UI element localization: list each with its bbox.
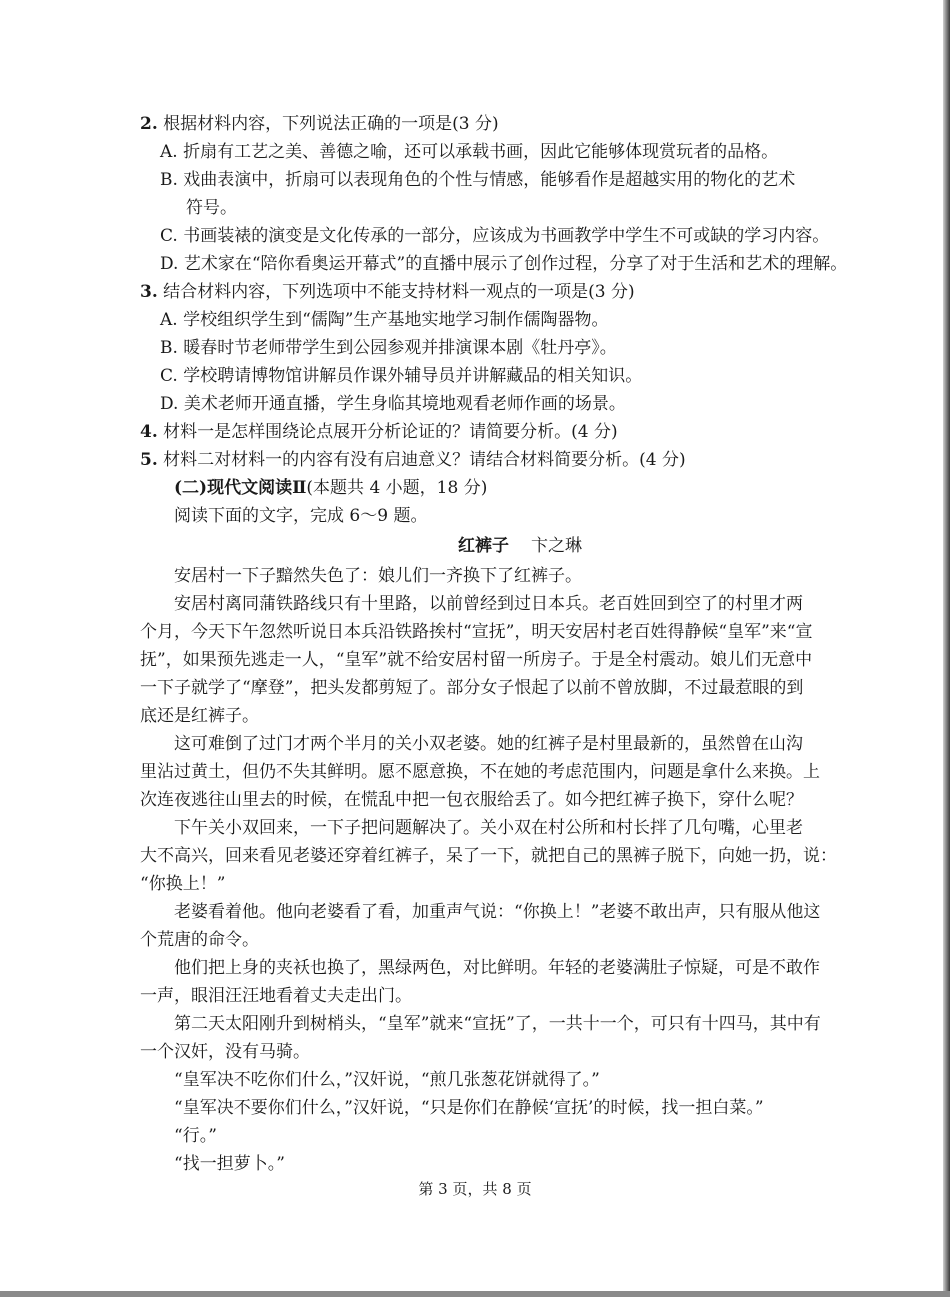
story-paragraph-line: 抚”，如果预先逃走一人，“皇军”就不给安居村留一所房子。于是全村震动。娘儿们无意中 <box>140 650 813 670</box>
question-number: 3. <box>140 282 158 302</box>
question-number: 5. <box>140 450 158 470</box>
story-paragraph: 下午关小双回来，一下子把问题解决了。关小双在村公所和村长拌了几句嘴，心里老 <box>174 818 803 838</box>
section-instruction: 阅读下面的文字，完成 6～9 题。 <box>174 506 428 526</box>
section-title: (二)现代文阅读Ⅱ <box>174 478 307 498</box>
story-paragraph-line: 里沾过黄土，但仍不失其鲜明。愿不愿意换，不在她的考虑范围内，问题是拿什么来换。上 <box>140 762 820 782</box>
story-paragraph: 老婆看着他。他向老婆看了看，加重声气说：“你换上！”老婆不敢出声，只有服从他这 <box>174 902 821 922</box>
story-paragraph: 这可难倒了过门才两个半月的关小双老婆。她的红裤子是村里最新的，虽然曾在山沟 <box>174 734 803 754</box>
story-paragraph-line: 个荒唐的命令。 <box>140 930 259 950</box>
question-2-option-b: B. 戏曲表演中，折扇可以表现角色的个性与情感，能够看作是超越实用的物化的艺术 <box>160 170 796 190</box>
story-title-row <box>140 532 900 560</box>
story-paragraph-line: 大不高兴，回来看见老婆还穿着红裤子，呆了一下，就把自己的黑裤子脱下，向她一扔，说： <box>140 846 837 866</box>
story-paragraph-line: 底还是红裤子。 <box>140 706 259 726</box>
exam-page-content <box>140 110 900 1178</box>
question-4-stem <box>140 418 900 446</box>
story-paragraph: 安居村离同蒲铁路线只有十里路，以前曾经到过日本兵。老百姓回到空了的村里才两 <box>174 594 803 614</box>
question-number: 4. <box>140 422 158 442</box>
story-paragraph: 第二天太阳刚升到树梢头，“皇军”就来“宣抚”了，一共十一个，可只有十四马，其中有 <box>174 1014 821 1034</box>
question-2-option-c: C. 书画装裱的演变是文化传承的一部分，应该成为书画教学中学生不可或缺的学习内容。 <box>160 226 830 246</box>
story-title: 红裤子 <box>458 536 509 556</box>
question-2-stem <box>140 110 900 138</box>
question-3-option-a: A. 学校组织学生到“儒陶”生产基地实地学习制作儒陶器物。 <box>160 310 609 330</box>
question-3-option-c: C. 学校聘请博物馆讲解员作课外辅导员并讲解藏品的相关知识。 <box>160 366 643 386</box>
question-text: 材料一是怎样围绕论点展开分析论证的？请简要分析。(4 分) <box>163 422 618 442</box>
scan-edge-bottom <box>0 1291 950 1297</box>
story-paragraph: 安居村一下子黯然失色了：娘儿们一齐换下了红裤子。 <box>174 566 582 586</box>
story-paragraph-line: 个月，今天下午忽然听说日本兵沿铁路挨村“宣抚”，明天安居村老百姓得静候“皇军”来“宣 <box>140 622 813 642</box>
dialogue-line: “行。” <box>174 1126 217 1146</box>
question-3-option-d: D. 美术老师开通直播，学生身临其境地观看老师作画的场景。 <box>160 394 626 414</box>
question-3-option-b: B. 暖春时节老师带学生到公园参观并排演课本剧《牡丹亭》。 <box>160 338 617 358</box>
question-2-option-b-continued: 符号。 <box>186 198 237 218</box>
section-meta: (本题共 4 小题，18 分) <box>306 478 488 498</box>
story-paragraph-line: 一个汉奸，没有马骑。 <box>140 1042 310 1062</box>
question-text: 结合材料内容，下列选项中不能支持材料一观点的一项是(3 分) <box>163 282 635 302</box>
dialogue-line: “皇军决不吃你们什么，”汉奸说，“煎几张葱花饼就得了。” <box>174 1070 600 1090</box>
story-paragraph: 他们把上身的夹袄也换了，黑绿两色，对比鲜明。年轻的老婆满肚子惊疑，可是不敢作 <box>174 958 820 978</box>
story-paragraph-line: “你换上！” <box>140 874 226 894</box>
section-heading <box>174 474 900 502</box>
scan-edge-right <box>943 0 950 1297</box>
story-author: 卞之琳 <box>531 536 582 556</box>
dialogue-line: “找一担萝卜。” <box>174 1154 285 1174</box>
page-number-footer: 第 3 页，共 8 页 <box>418 1180 532 1198</box>
question-2-option-a: A. 折扇有工艺之美、善德之喻，还可以承载书画，因此它能够体现赏玩者的品格。 <box>160 142 779 162</box>
question-number: 2. <box>140 114 158 134</box>
question-text: 材料二对材料一的内容有没有启迪意义？请结合材料简要分析。(4 分) <box>163 450 686 470</box>
question-5-stem <box>140 446 900 474</box>
story-paragraph-line: 次连夜逃往山里去的时候，在慌乱中把一包衣服给丢了。如今把红裤子换下，穿什么呢？ <box>140 790 803 810</box>
story-paragraph-line: 一声，眼泪汪汪地看着丈夫走出门。 <box>140 986 412 1006</box>
question-3-stem <box>140 278 900 306</box>
story-paragraph-line: 一下子就学了“摩登”，把头发都剪短了。部分女子恨起了以前不曾放脚，不过最惹眼的到 <box>140 678 804 698</box>
question-2-option-d: D. 艺术家在“陪你看奥运开幕式”的直播中展示了创作过程，分享了对于生活和艺术的理解。 <box>160 254 848 274</box>
dialogue-line: “皇军决不要你们什么，”汉奸说，“只是你们在静候‘宣抚’的时候，找一担白菜。” <box>174 1098 764 1118</box>
question-text: 根据材料内容，下列说法正确的一项是(3 分) <box>163 114 499 134</box>
